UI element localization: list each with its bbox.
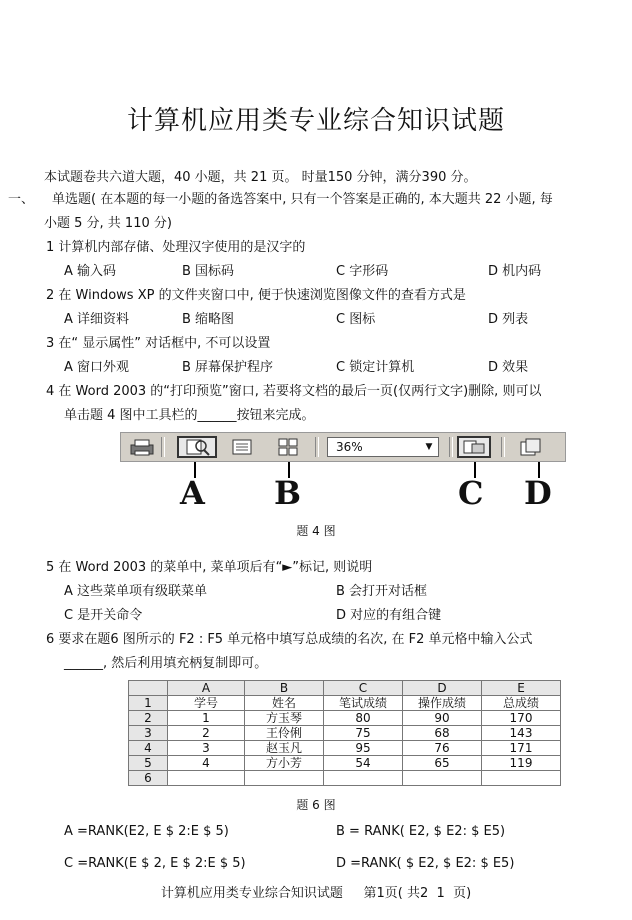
q5-option-b: B 会打开对话框 <box>336 584 428 599</box>
spreadsheet <box>128 680 561 786</box>
row-header: 4 <box>129 741 168 756</box>
table-row <box>129 756 561 771</box>
table-row <box>129 726 561 741</box>
table-cell: 80 <box>324 711 403 726</box>
q2-option-c: C 图标 <box>336 312 376 327</box>
table-cell: 65 <box>403 756 482 771</box>
section-instructions-line2: 小题 5 分, 共 110 分) <box>44 216 172 231</box>
intro-text: 本试题卷共六道大题，40 小题，共 21 页。 时量150 分钟，满分390 分。 <box>44 170 477 185</box>
column-header: B <box>245 681 324 696</box>
table-cell: 4 <box>168 756 245 771</box>
q4-stem-line2: 单击题 4 图中工具栏的______按钮来完成。 <box>64 408 315 423</box>
magnifier-icon <box>179 438 215 456</box>
q1-option-b: B 国标码 <box>182 264 235 279</box>
full-screen-button[interactable] <box>513 436 547 458</box>
q1-option-c: C 字形码 <box>336 264 389 279</box>
table-row <box>129 696 561 711</box>
column-header-row <box>129 681 561 696</box>
q6-stem-line2: ______, 然后利用填充柄复制即可。 <box>64 656 268 671</box>
table-cell: 方玉琴 <box>245 711 324 726</box>
table-cell: 75 <box>324 726 403 741</box>
q5-stem: 5 在 Word 2003 的菜单中, 菜单项后有“►”标记, 则说明 <box>46 560 373 575</box>
table-row <box>129 711 561 726</box>
q2-option-b: B 缩略图 <box>182 312 235 327</box>
column-header: D <box>403 681 482 696</box>
table-cell: 笔试成绩 <box>324 696 403 711</box>
table-cell: 2 <box>168 726 245 741</box>
zoom-select[interactable] <box>327 437 439 457</box>
table-cell <box>482 771 561 786</box>
table-cell: 119 <box>482 756 561 771</box>
page-footer: 计算机应用类专业综合知识试题 第1页( 共2 1 页) <box>160 886 472 901</box>
row-header: 2 <box>129 711 168 726</box>
q4-stem-line1: 4 在 Word 2003 的“打印预览”窗口, 若要将文档的最后一页(仅两行文字)删除, 则可以 <box>46 384 542 399</box>
multiple-pages-button[interactable] <box>271 436 305 458</box>
label-b: B <box>274 474 302 512</box>
one-page-icon <box>225 436 259 458</box>
q2-option-a: A 详细资料 <box>64 312 130 327</box>
column-header: A <box>168 681 245 696</box>
table-row <box>129 741 561 756</box>
q1-option-d: D 机内码 <box>488 264 542 279</box>
q2-option-d: D 列表 <box>488 312 529 327</box>
label-a: A <box>180 474 205 512</box>
table-cell: 143 <box>482 726 561 741</box>
q3-option-c: C 锁定计算机 <box>336 360 415 375</box>
table-cell: 76 <box>403 741 482 756</box>
page-title: 计算机应用类专业综合知识试题 <box>126 106 505 136</box>
label-c: C <box>458 474 484 512</box>
table-cell: 171 <box>482 741 561 756</box>
table-cell <box>403 771 482 786</box>
q6-option-a: A =RANK(E2, E $ 2:E $ 5) <box>64 824 229 839</box>
q1-stem: 1 计算机内部存储、处理汉字使用的是汉字的 <box>46 240 306 255</box>
table-cell: 170 <box>482 711 561 726</box>
q5-option-a: A 这些菜单项有级联菜单 <box>64 584 208 599</box>
table-cell: 操作成绩 <box>403 696 482 711</box>
table-cell: 95 <box>324 741 403 756</box>
label-d: D <box>524 474 552 512</box>
table-cell <box>245 771 324 786</box>
full-screen-icon <box>513 436 547 458</box>
one-page-button[interactable] <box>225 436 259 458</box>
table-cell: 赵玉凡 <box>245 741 324 756</box>
table-cell <box>324 771 403 786</box>
column-header: E <box>482 681 561 696</box>
q2-stem: 2 在 Windows XP 的文件夹窗口中, 便于快速浏览图像文件的查看方式是 <box>46 288 466 303</box>
table-cell: 总成绩 <box>482 696 561 711</box>
table-cell: 68 <box>403 726 482 741</box>
row-header: 5 <box>129 756 168 771</box>
shrink-to-fit-button[interactable] <box>457 436 491 458</box>
q5-option-c: C 是开关命令 <box>64 608 143 623</box>
printer-icon <box>127 436 157 458</box>
q6-option-c: C =RANK(E $ 2, E $ 2:E $ 5) <box>64 856 246 871</box>
q3-option-b: B 屏幕保护程序 <box>182 360 274 375</box>
section-instructions-line1: 单选题( 在本题的每一小题的备选答案中, 只有一个答案是正确的, 本大题共 22 小题, 每 <box>52 192 553 207</box>
multiple-pages-icon <box>271 436 305 458</box>
table-cell: 54 <box>324 756 403 771</box>
q3-stem: 3 在“ 显示属性” 对话框中, 不可以设置 <box>46 336 271 351</box>
q3-option-d: D 效果 <box>488 360 529 375</box>
section-number: 一、 <box>8 192 35 207</box>
figure4-caption: 题 4 图 <box>296 524 336 538</box>
table-row <box>129 771 561 786</box>
shrink-to-fit-icon <box>459 438 489 456</box>
chevron-down-icon[interactable]: ▼ <box>425 442 433 452</box>
column-header: C <box>324 681 403 696</box>
print-button[interactable] <box>127 436 157 458</box>
row-header: 1 <box>129 696 168 711</box>
figure6-caption: 题 6 图 <box>296 798 336 812</box>
table-cell: 王伶俐 <box>245 726 324 741</box>
q6-option-d: D =RANK( $ E2, $ E2: $ E5) <box>336 856 515 871</box>
print-preview-toolbar <box>120 432 566 462</box>
table-cell: 3 <box>168 741 245 756</box>
table-cell: 学号 <box>168 696 245 711</box>
q6-stem-line1: 6 要求在题6 图所示的 F2 : F5 单元格中填写总成绩的名次, 在 F2 单元格中输入公式 <box>46 632 533 647</box>
row-header: 6 <box>129 771 168 786</box>
zoom-value: 36% <box>336 440 363 454</box>
q3-option-a: A 窗口外观 <box>64 360 130 375</box>
q1-option-a: A 输入码 <box>64 264 117 279</box>
corner-cell <box>129 681 168 696</box>
table-cell <box>168 771 245 786</box>
table-cell: 1 <box>168 711 245 726</box>
table-cell: 姓名 <box>245 696 324 711</box>
table-cell: 90 <box>403 711 482 726</box>
magnifier-button[interactable] <box>177 436 217 458</box>
row-header: 3 <box>129 726 168 741</box>
q5-option-d: D 对应的有组合键 <box>336 608 442 623</box>
table-cell: 方小芳 <box>245 756 324 771</box>
q6-option-b: B = RANK( E2, $ E2: $ E5) <box>336 824 506 839</box>
